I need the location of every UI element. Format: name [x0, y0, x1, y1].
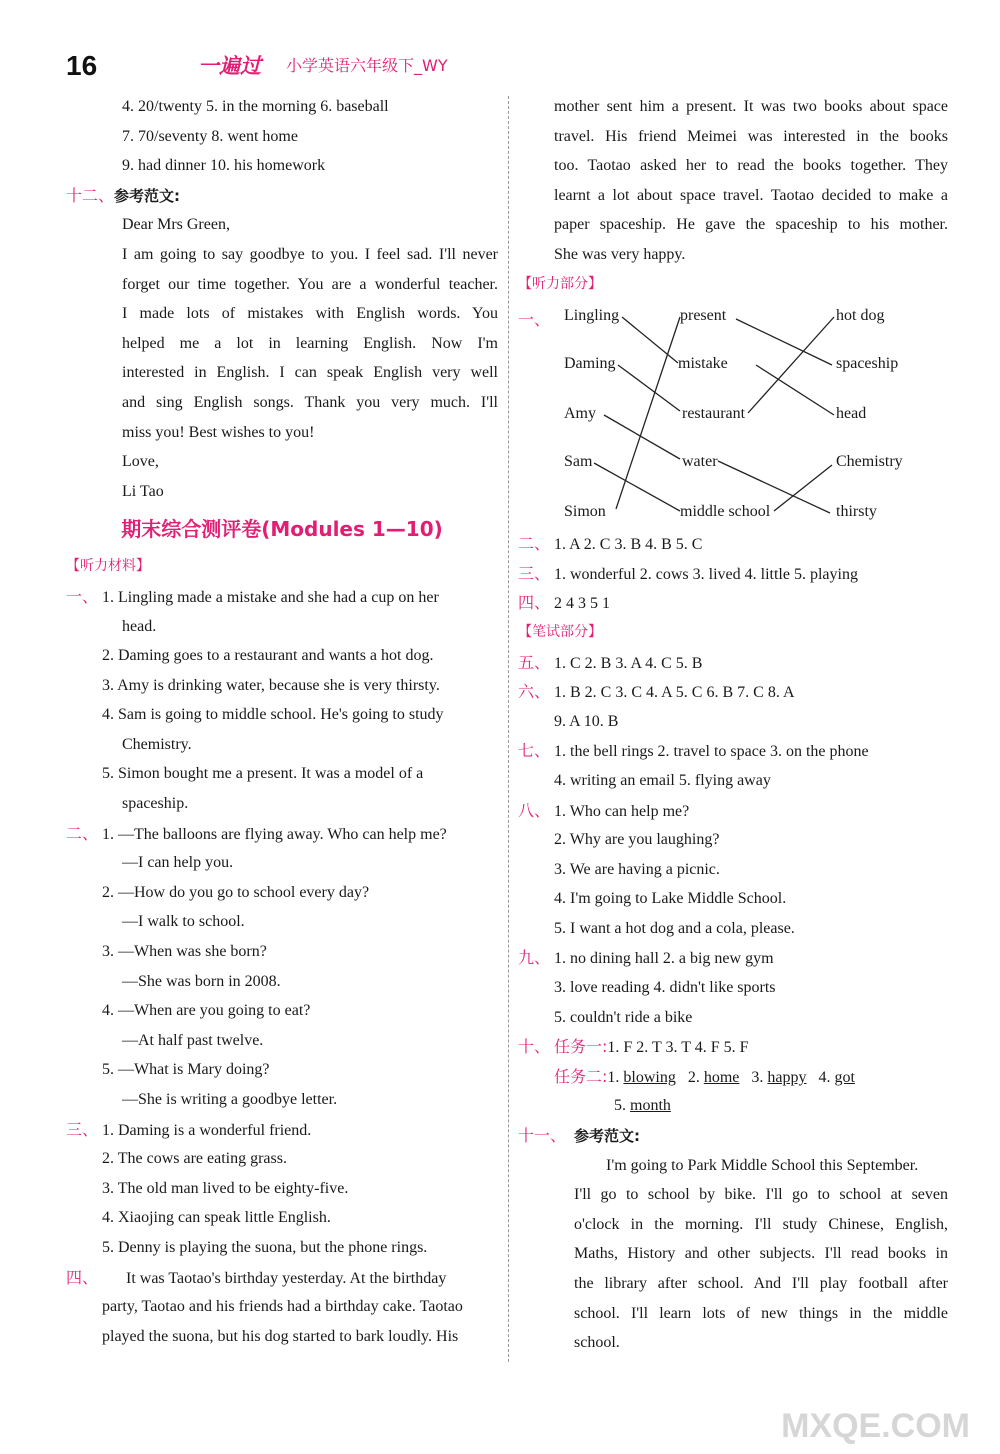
section-label: 三、	[518, 563, 551, 583]
list-item: spaceship.	[122, 795, 189, 813]
match-name: Sam	[564, 453, 593, 471]
answer-text: 1. C 2. B 3. A 4. C 5. B	[554, 654, 703, 672]
match-middle: water	[682, 453, 718, 471]
section-label: 七、	[518, 741, 551, 761]
list-item: 3. —When was she born?	[102, 943, 267, 961]
answer-text: 1. no dining hall 2. a big new gym	[554, 950, 774, 968]
match-right: Chemistry	[836, 453, 903, 471]
match-middle: middle school	[680, 503, 771, 521]
section-label: 十一、	[518, 1126, 567, 1146]
essay-line: I am going to say goodbye to you. I feel sad. I'll never	[122, 245, 498, 263]
written-part-tag: 【笔试部分】	[518, 623, 602, 640]
list-item: 4. Sam is going to middle school. He's going to study	[102, 706, 444, 724]
section-label: 一、	[66, 586, 99, 606]
story-line: paper spaceship. He gave the spaceship to his mother.	[554, 216, 948, 234]
essay-line: the library after school. And I'll play football after	[574, 1275, 948, 1292]
answer-word: happy	[767, 1068, 807, 1086]
match-middle: present	[680, 307, 727, 325]
essay-line: school.	[574, 1334, 620, 1352]
story-line: learnt a lot about space travel. Taotao decided to make a	[554, 186, 948, 204]
story-line: played the suona, but his dog started to bark loudly. His	[102, 1327, 459, 1345]
answer-text: 1. A 2. C 3. B 4. B 5. C	[554, 536, 703, 554]
list-item: 1. —The balloons are flying away. Who can help me?	[102, 825, 447, 843]
answer-text: 3. love reading 4. didn't like sports	[554, 979, 776, 997]
match-line	[774, 465, 832, 511]
section-label: 九、	[518, 948, 551, 968]
section-label: 三、	[66, 1119, 99, 1139]
list-item: head.	[122, 617, 157, 635]
book-title: 小学英语六年级下_WY	[286, 56, 448, 75]
list-item: —At half past twelve.	[122, 1031, 264, 1049]
listening-part-tag: 【听力部分】	[518, 275, 602, 292]
task-label: 任务一:	[554, 1037, 608, 1057]
essay-line: and sing English songs. Thank you very much. I'll	[122, 393, 498, 411]
match-line	[736, 319, 832, 365]
answer-text: 5. couldn't ride a bike	[554, 1008, 693, 1026]
section-11-header	[518, 1121, 948, 1151]
section-label: 二、	[518, 534, 551, 554]
story-line: She was very happy.	[554, 245, 686, 263]
listening-1-first	[66, 582, 498, 612]
answer-text: 1. wonderful 2. cows 3. lived 4. little 5. playing	[554, 565, 858, 583]
list-item: 5. Simon bought me a present. It was a model of a	[102, 765, 424, 783]
essay-line: school. I'll learn lots of new things in the middle	[574, 1304, 948, 1322]
listening-3-first	[66, 1115, 498, 1145]
match-right: head	[836, 405, 867, 423]
answer-row	[518, 529, 948, 559]
answer-line: 7. 70/seventy 8. went home	[122, 127, 298, 145]
essay-line: Maths, History and other subjects. I'll read books in	[574, 1245, 948, 1263]
section-label: 四、	[518, 593, 551, 613]
section-title: 参考范文:	[574, 1127, 640, 1146]
match-right: hot dog	[836, 307, 885, 325]
essay-line: I'm going to Park Middle School this September.	[606, 1156, 919, 1174]
answer-row	[518, 559, 948, 589]
section-label: 十二、	[66, 185, 115, 205]
listening-2-first	[66, 819, 498, 849]
match-line	[756, 365, 834, 415]
page-number: 16	[66, 50, 98, 81]
essay-line: helped me a lot in learning English. Now I'm	[122, 334, 498, 352]
essay-line: Love,	[122, 453, 159, 471]
answer-word: got	[834, 1068, 855, 1086]
matching-lines	[518, 299, 948, 529]
answer-text: 9. A 10. B	[554, 712, 619, 730]
section-label: 六、	[518, 682, 551, 702]
essay-line: forget our time together. You are a wonderful teacher.	[122, 275, 498, 293]
essay-line: I'll go to school by bike. I'll go to school at seven	[574, 1186, 948, 1204]
answer-text: 4. I'm going to Lake Middle School.	[554, 890, 787, 908]
left-column	[66, 92, 498, 1351]
section-label: 二、	[66, 823, 99, 843]
story-line: It was Taotao's birthday yesterday. At the birthday	[126, 1269, 447, 1287]
story-line: travel. His friend Meimei was interested in the books	[554, 127, 948, 145]
answer-row	[518, 736, 948, 766]
story-line: party, Taotao and his friends had a birthday cake. Taotao	[102, 1298, 463, 1316]
answer-row	[518, 1032, 948, 1062]
answer-line: 9. had dinner 10. his homework	[122, 157, 326, 175]
list-item: Chemistry.	[122, 735, 192, 753]
essay-line: Li Tao	[122, 482, 164, 500]
list-item: 4. Xiaojing can speak little English.	[102, 1209, 331, 1227]
list-item: —I can help you.	[122, 854, 234, 872]
answer-row	[518, 796, 948, 826]
answer-text: 2. Why are you laughing?	[554, 831, 720, 849]
right-column	[518, 92, 948, 1358]
list-item: 4. —When are you going to eat?	[102, 1002, 311, 1020]
match-name: Daming	[564, 355, 616, 373]
answer-row	[518, 943, 948, 973]
answer-line: 4. 20/twenty 5. in the morning 6. baseball	[122, 98, 389, 115]
answer-row: 5. month	[614, 1097, 671, 1115]
list-item: 1. Lingling made a mistake and she had a cup on her	[102, 588, 439, 606]
matching-diagram	[518, 299, 948, 529]
answer-text: 2 4 3 5 1	[554, 595, 610, 613]
match-name: Lingling	[564, 307, 620, 325]
match-line	[604, 415, 680, 459]
section-label: 八、	[518, 800, 551, 820]
match-line	[616, 317, 680, 509]
list-item: 5. —What is Mary doing?	[102, 1061, 270, 1079]
list-item: —She is writing a goodbye letter.	[122, 1091, 338, 1108]
list-item: 1. Daming is a wonderful friend.	[102, 1121, 312, 1139]
exam-title: 期末综合测评卷(Modules 1—10)	[121, 517, 443, 542]
answer-text: 1. B 2. C 3. C 4. A 5. C 6. B 7. C 8. A	[554, 684, 795, 702]
section-label: 五、	[518, 652, 551, 672]
match-right: thirsty	[836, 503, 877, 521]
list-item: 2. Daming goes to a restaurant and wants a hot dog.	[102, 647, 434, 665]
watermark: MXQE.COM	[781, 1407, 970, 1445]
page-header	[0, 0, 1000, 90]
match-middle: restaurant	[682, 405, 746, 423]
section-12-header	[66, 181, 498, 211]
answer-row	[518, 588, 948, 618]
answer-text: 3. We are having a picnic.	[554, 860, 720, 878]
list-item: —She was born in 2008.	[122, 972, 281, 990]
essay-line: Dear Mrs Green,	[122, 216, 230, 234]
answer-text: 1. Who can help me?	[554, 802, 690, 820]
answer-text: 5. I want a hot dog and a cola, please.	[554, 919, 795, 937]
answer-text: 1. the bell rings 2. travel to space 3. on the phone	[554, 743, 869, 761]
story-line: mother sent him a present. It was two books about space	[554, 98, 948, 115]
listening-material-tag: 【听力材料】	[66, 558, 150, 575]
match-middle: mistake	[678, 355, 728, 373]
section-label: 一、	[518, 310, 551, 330]
listening-4-first	[66, 1263, 498, 1293]
match-line	[594, 463, 680, 511]
match-name: Amy	[564, 405, 596, 423]
match-line	[718, 461, 830, 513]
brand-logo: 一遍过	[198, 54, 261, 78]
list-item: 2. —How do you go to school every day?	[102, 883, 370, 901]
match-name: Simon	[564, 503, 606, 521]
story-line: too. Taotao asked her to read the books together. They	[554, 157, 948, 175]
list-item: 3. Amy is drinking water, because she is very thirsty.	[102, 676, 440, 694]
answer-row: 任务二:1. blowing 2. home 3. happy 4. got	[518, 1062, 948, 1092]
answer-text: 4. writing an email 5. flying away	[554, 771, 771, 789]
match-line	[618, 365, 680, 411]
essay-line: I made lots of mistakes with English words. You	[122, 305, 498, 323]
essay-line: interested in English. I can speak English very well	[122, 364, 498, 382]
match-line	[622, 317, 678, 363]
answer-word: home	[703, 1068, 740, 1086]
answer-word: month	[630, 1097, 671, 1115]
task-label: 任务二:	[554, 1066, 608, 1086]
answer-row	[518, 677, 948, 707]
answer-row	[518, 648, 948, 678]
list-item: 2. The cows are eating grass.	[102, 1150, 287, 1168]
column-divider	[508, 96, 509, 1362]
section-label: 十、	[518, 1037, 551, 1057]
list-item: 5. Denny is playing the suona, but the phone rings.	[102, 1238, 428, 1256]
essay-line: miss you! Best wishes to you!	[122, 423, 315, 441]
essay-line: o'clock in the morning. I'll study Chinese, English,	[574, 1215, 948, 1233]
section-title: 参考范文:	[114, 186, 181, 205]
list-item: 3. The old man lived to be eighty-five.	[102, 1179, 349, 1197]
section-label: 四、	[66, 1267, 99, 1287]
list-item: —I walk to school.	[122, 913, 245, 931]
answer-word: blowing	[623, 1068, 676, 1086]
match-right: spaceship	[836, 355, 899, 373]
answer-text: 1. F 2. T 3. T 4. F 5. F	[607, 1039, 749, 1057]
